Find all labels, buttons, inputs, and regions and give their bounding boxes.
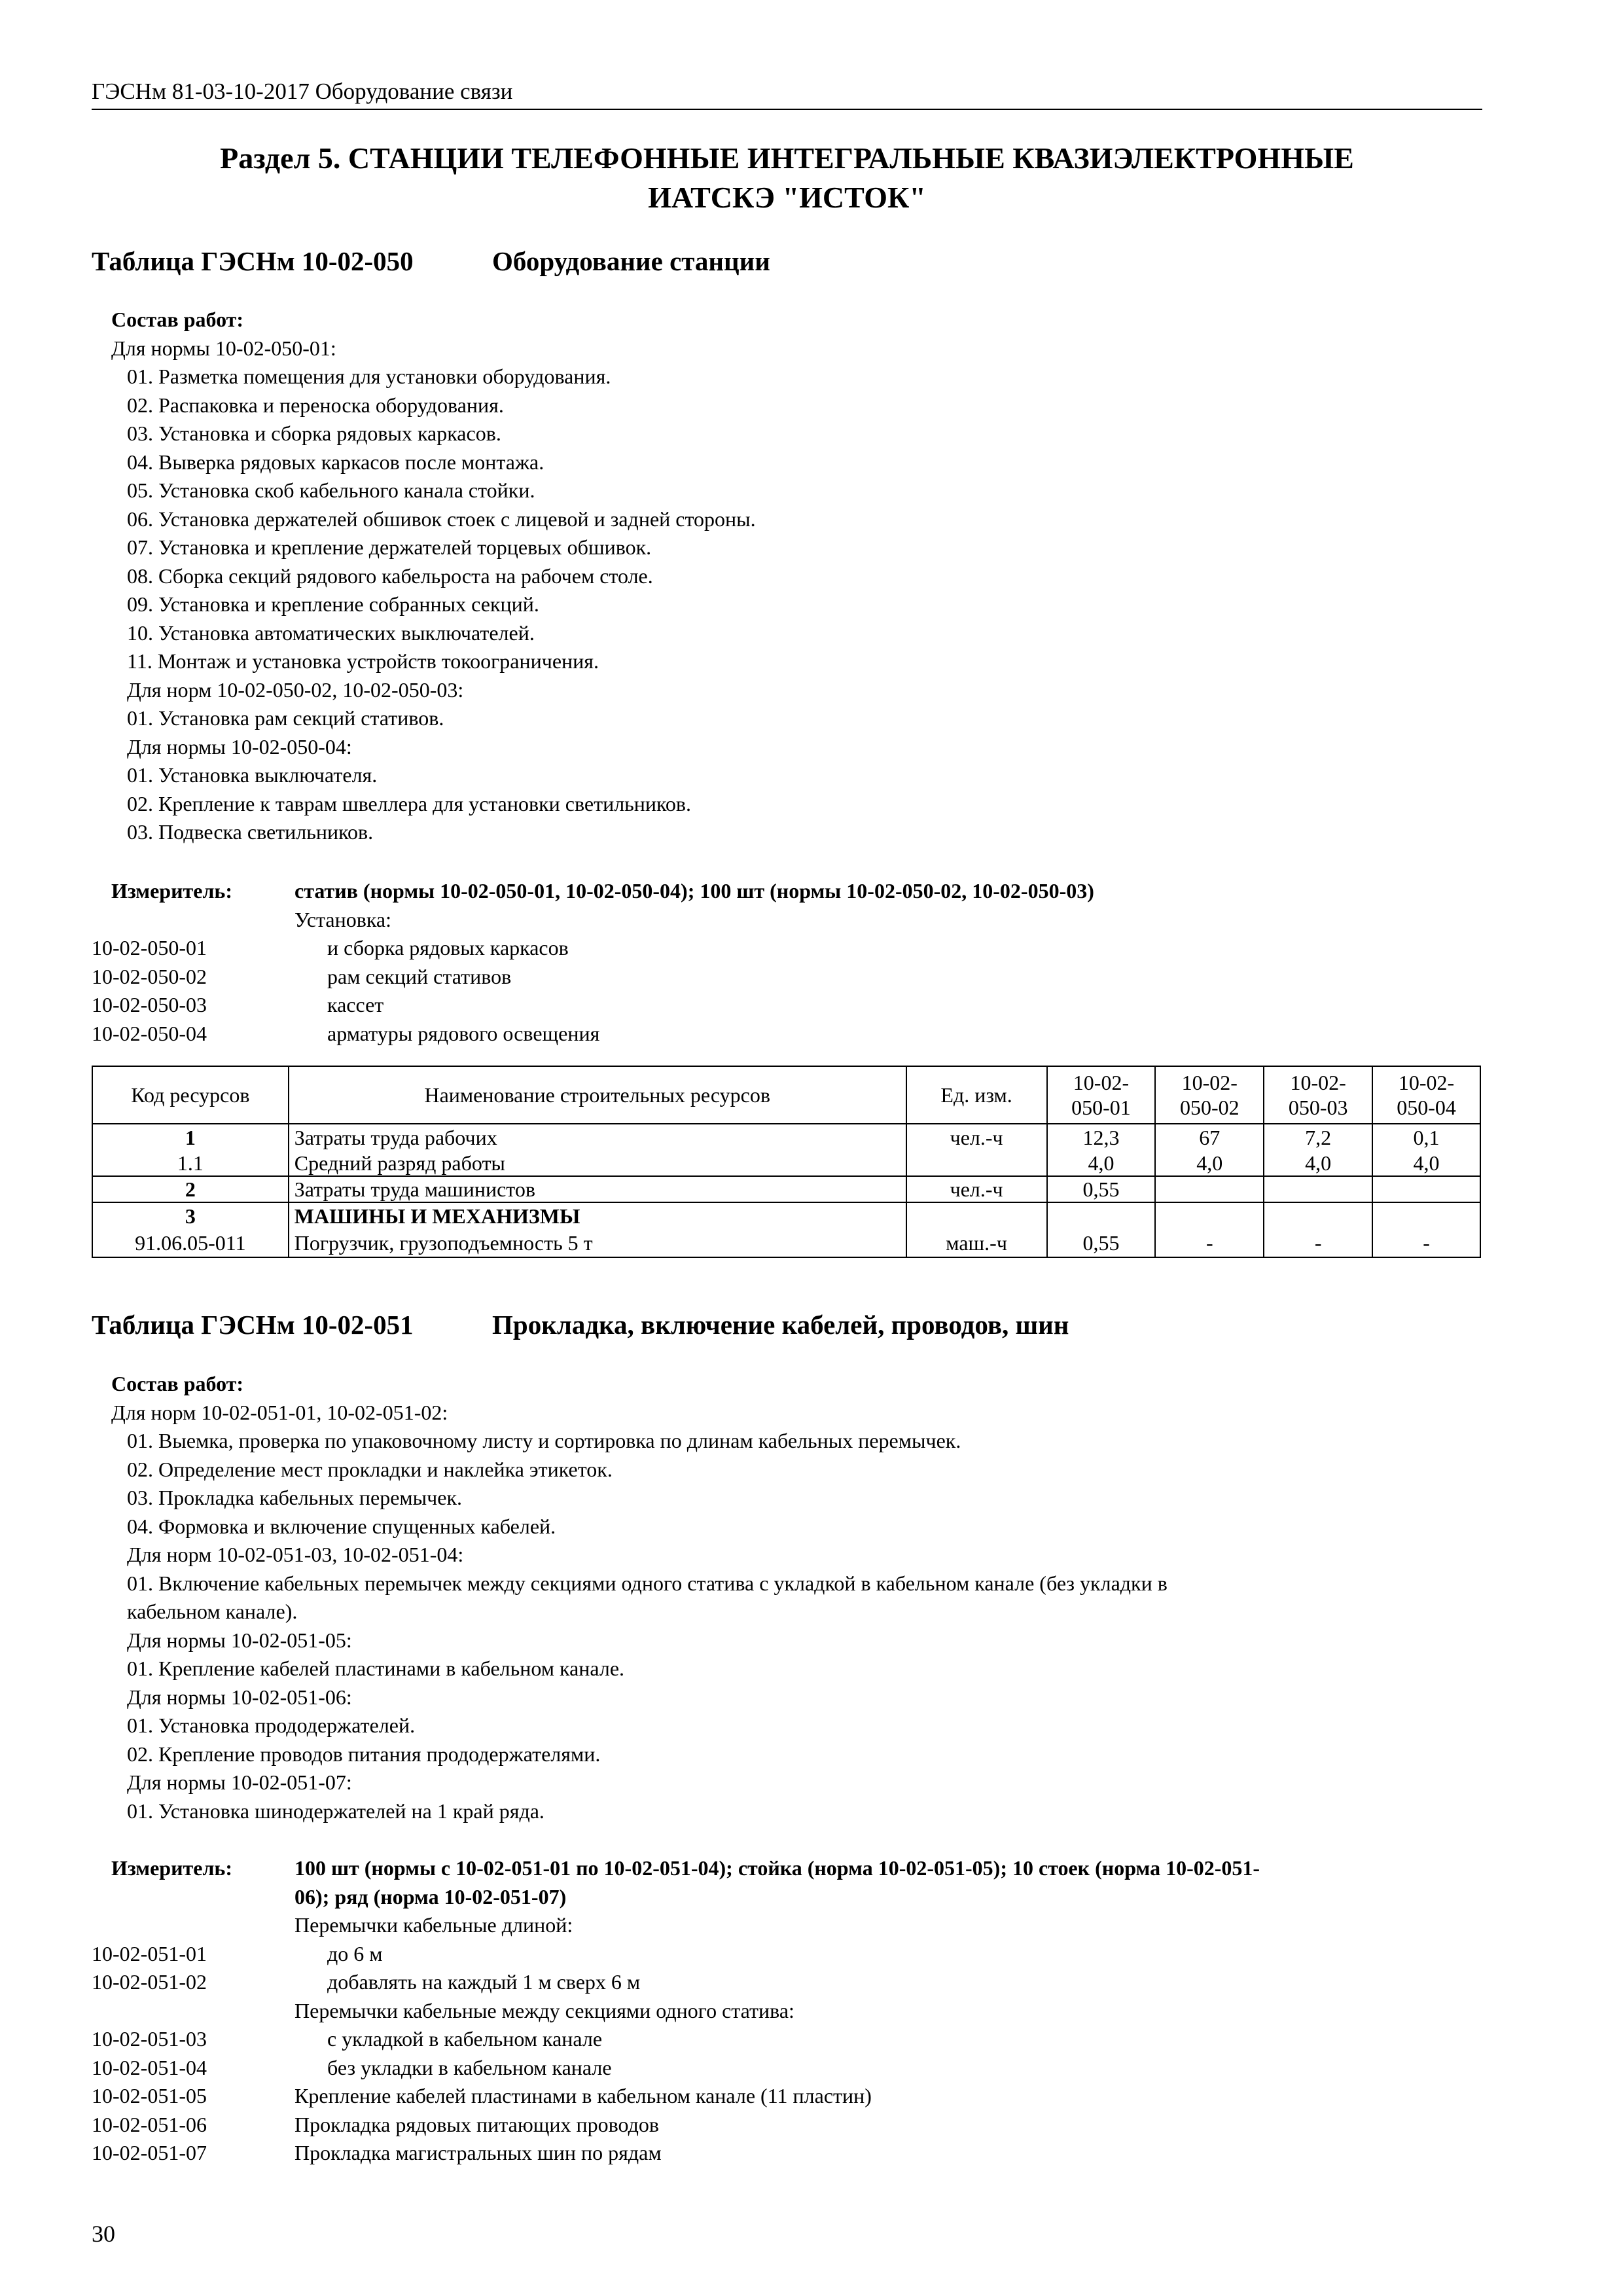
- norm-row: [92, 991, 1482, 1020]
- cell-value: 0,55: [1047, 1176, 1156, 1202]
- cell-name: Затраты труда рабочих: [289, 1124, 906, 1150]
- norm-row: [92, 1940, 1482, 1969]
- work-line: 03. Установка и сборка рядовых каркасов.: [127, 422, 501, 445]
- col-header-part: 10-02-: [1398, 1071, 1455, 1094]
- work-line: Для нормы 10-02-051-07:: [127, 1770, 352, 1794]
- work-line: 04. Формовка и включение спущенных кабелей.: [127, 1514, 556, 1538]
- section-title-line: Раздел 5. СТАНЦИИ ТЕЛЕФОННЫЕ ИНТЕГРАЛЬНЫЕ КВАЗИЭЛЕКТРОННЫЕ: [220, 141, 1354, 175]
- cell-name: МАШИНЫ И МЕХАНИЗМЫ: [289, 1202, 906, 1229]
- norm-text: Прокладка магистральных шин по рядам: [294, 2141, 662, 2164]
- page-number: 30: [92, 2221, 115, 2247]
- work-line: Для норм 10-02-051-03, 10-02-051-04:: [127, 1543, 464, 1566]
- cell-value: [1264, 1202, 1372, 1229]
- col-header-part: 050-04: [1397, 1096, 1456, 1119]
- cell-name: Средний разряд работы: [289, 1150, 906, 1176]
- table-name: Оборудование станции: [492, 246, 770, 276]
- cell-name: Погрузчик, грузоподъемность 5 т: [289, 1229, 906, 1257]
- norm-row: [92, 2082, 1482, 2111]
- norm-code: 10-02-051-04: [92, 2055, 207, 2079]
- col-header-part: 050-02: [1179, 1096, 1240, 1119]
- work-line: Для нормы 10-02-051-06:: [127, 1685, 352, 1709]
- cell-value: [1155, 1176, 1264, 1202]
- cell-unit: [906, 1202, 1047, 1229]
- cell-value: [1155, 1202, 1264, 1229]
- work-line: Для норм 10-02-051-01, 10-02-051-02:: [111, 1400, 448, 1424]
- table-row: [92, 1202, 1480, 1229]
- norm-row: [92, 2054, 1482, 2083]
- measure-text: статив (нормы 10-02-050-01, 10-02-050-04); 100 шт (нормы 10-02-050-02, 10-02-050-03): [294, 879, 1094, 903]
- col-header-norm: [1155, 1066, 1264, 1124]
- cell-unit: маш.-ч: [906, 1229, 1047, 1257]
- norm-row: [92, 934, 1482, 963]
- work-line: 10. Установка автоматических выключателей.: [127, 620, 535, 645]
- measure-text: 100 шт (нормы с 10-02-051-01 по 10-02-051-04); стойка (норма 10-02-051-05); 10 стоек (норма 10-02-051-: [294, 1856, 1260, 1880]
- table-name: Прокладка, включение кабелей, проводов, шин: [492, 1310, 1069, 1340]
- work-label: Состав работ:: [111, 308, 244, 331]
- norm-text: и сборка рядовых каркасов: [327, 936, 569, 960]
- norm-text: Крепление кабелей пластинами в кабельном канале (11 пластин): [294, 2084, 872, 2108]
- cell-value: 4,0: [1155, 1150, 1264, 1176]
- cell-value: [1047, 1202, 1156, 1229]
- cell-value: 4,0: [1264, 1150, 1372, 1176]
- col-header-norm: [1372, 1066, 1480, 1124]
- work-line: кабельном канале).: [127, 1600, 298, 1623]
- cell-value: 67: [1155, 1124, 1264, 1150]
- cell-value: 0,55: [1047, 1229, 1156, 1257]
- cell-code: 2: [92, 1176, 289, 1202]
- norm-row: [92, 963, 1482, 992]
- table-row: [92, 1124, 1480, 1150]
- work-line: 02. Крепление проводов питания прододержателями.: [127, 1742, 601, 1766]
- norm-row: [92, 2025, 1482, 2054]
- col-header-part: 10-02-: [1290, 1071, 1346, 1094]
- work-line: 07. Установка и крепление держателей торцевых обшивок.: [127, 535, 652, 559]
- work-line: 01. Установка шинодержателей на 1 край ряда.: [127, 1799, 544, 1823]
- norm-text: рам секций стативов: [327, 964, 512, 988]
- resources-table: [92, 1066, 1481, 1258]
- work-line: Для нормы 10-02-050-04:: [127, 734, 352, 759]
- work-composition-051: [92, 1370, 1482, 1825]
- work-composition-050: [92, 306, 1482, 847]
- work-line: 01. Установка рам секций стативов.: [127, 706, 444, 730]
- table-header-row: [92, 1066, 1480, 1124]
- cell-value: -: [1155, 1229, 1264, 1257]
- work-line: 02. Определение мест прокладки и наклейка этикеток.: [127, 1457, 613, 1481]
- table-051-title: [92, 1308, 1069, 1342]
- table-row: [92, 1150, 1480, 1176]
- cell-value: 4,0: [1372, 1150, 1480, 1176]
- table-code: Таблица ГЭСНм 10-02-051: [92, 1310, 414, 1340]
- norm-code: 10-02-051-05: [92, 2084, 207, 2108]
- norm-code: 10-02-051-06: [92, 2112, 207, 2136]
- work-line: 01. Выемка, проверка по упаковочному листу и сортировка по длинам кабельных перемычек.: [127, 1429, 961, 1452]
- table-row: [92, 1176, 1480, 1202]
- work-line: 05. Установка скоб кабельного канала стойки.: [127, 478, 535, 502]
- norm-code: 10-02-050-04: [92, 1021, 207, 1045]
- cell-unit: [906, 1150, 1047, 1176]
- running-header: ГЭСНм 81-03-10-2017 Оборудование связи: [92, 77, 1482, 110]
- table-050-title: [92, 244, 770, 278]
- norm-text: без укладки в кабельном канале: [327, 2055, 612, 2079]
- cell-value: [1264, 1176, 1372, 1202]
- work-line: 03. Подвеска светильников.: [127, 820, 374, 844]
- cell-value: 4,0: [1047, 1150, 1156, 1176]
- work-line: 04. Выверка рядовых каркасов после монтажа.: [127, 450, 544, 474]
- measure-block-050: [92, 877, 1482, 1048]
- work-line: 01. Установка выключателя.: [127, 763, 378, 787]
- norm-code: 10-02-051-02: [92, 1970, 207, 1994]
- cell-value: 7,2: [1264, 1124, 1372, 1150]
- cell-code: 1.1: [92, 1150, 289, 1176]
- norm-row: [92, 2111, 1482, 2140]
- norm-code: 10-02-051-01: [92, 1941, 207, 1965]
- norm-text: арматуры рядового освещения: [327, 1021, 600, 1045]
- measure-label: Измеритель:: [111, 1856, 232, 1880]
- cell-value: -: [1264, 1229, 1372, 1257]
- cell-value: 0,1: [1372, 1124, 1480, 1150]
- cell-name: Затраты труда машинистов: [289, 1176, 906, 1202]
- cell-value: [1372, 1202, 1480, 1229]
- section-title: [92, 139, 1482, 217]
- install-label: Установка:: [294, 907, 391, 931]
- section-title-line: ИАТСКЭ "ИСТОК": [648, 181, 926, 214]
- norm-code: 10-02-050-01: [92, 936, 207, 960]
- work-line: 03. Прокладка кабельных перемычек.: [127, 1486, 463, 1509]
- table-code: Таблица ГЭСНм 10-02-050: [92, 246, 414, 276]
- norm-text: до 6 м: [327, 1941, 383, 1965]
- norm-text: кассет: [327, 993, 384, 1016]
- norm-code: 10-02-051-03: [92, 2027, 207, 2051]
- norm-row: [92, 1020, 1482, 1049]
- cell-unit: чел.-ч: [906, 1176, 1047, 1202]
- measure-text: 06); ряд (норма 10-02-051-07): [294, 1884, 567, 1909]
- norm-row: [92, 2139, 1482, 2168]
- work-line: Для нормы 10-02-051-05:: [127, 1628, 352, 1652]
- cell-code: 1: [92, 1124, 289, 1150]
- cell-unit: чел.-ч: [906, 1124, 1047, 1150]
- col-header-unit: Ед. изм.: [906, 1066, 1047, 1124]
- work-line: 09. Установка и крепление собранных секций.: [127, 592, 539, 616]
- work-line: 02. Крепление к таврам швеллера для установки светильников.: [127, 791, 692, 816]
- table-row: [92, 1229, 1480, 1257]
- col-header-part: 050-01: [1071, 1096, 1131, 1119]
- norm-code: 10-02-051-07: [92, 2141, 207, 2164]
- work-line: 01. Крепление кабелей пластинами в кабельном канале.: [127, 1657, 625, 1680]
- cell-code: 91.06.05-011: [92, 1229, 289, 1257]
- cell-code: 3: [92, 1202, 289, 1229]
- work-line: 06. Установка держателей обшивок стоек с лицевой и задней стороны.: [127, 507, 756, 531]
- norm-text: Прокладка рядовых питающих проводов: [294, 2112, 659, 2136]
- measure-block-051: [92, 1854, 1482, 2168]
- cell-value: 12,3: [1047, 1124, 1156, 1150]
- group-label: Перемычки кабельные между секциями одного статива:: [294, 1998, 794, 2022]
- work-line: 02. Распаковка и переноска оборудования.: [127, 393, 504, 417]
- col-header-norm: [1264, 1066, 1372, 1124]
- col-header-part: 10-02-: [1073, 1071, 1130, 1094]
- norm-text: добавлять на каждый 1 м сверх 6 м: [327, 1970, 641, 1994]
- cell-value: -: [1372, 1229, 1480, 1257]
- col-header-name: Наименование строительных ресурсов: [289, 1066, 906, 1124]
- work-line: 08. Сборка секций рядового кабельроста на рабочем столе.: [127, 564, 653, 588]
- col-header-part: 10-02-: [1181, 1071, 1238, 1094]
- norm-row: [92, 1968, 1482, 1997]
- col-header-code: Код ресурсов: [92, 1066, 289, 1124]
- norm-code: 10-02-050-03: [92, 993, 207, 1016]
- work-line: 11. Монтаж и установка устройств токоограничения.: [127, 649, 599, 673]
- col-header-norm: [1047, 1066, 1156, 1124]
- work-line: 01. Включение кабельных перемычек между секциями одного статива с укладкой в кабельном канале (без укладки в: [127, 1571, 1168, 1595]
- cell-value: [1372, 1176, 1480, 1202]
- work-line: 01. Установка прододержателей.: [127, 1713, 416, 1737]
- work-line: 01. Разметка помещения для установки оборудования.: [127, 365, 611, 388]
- norm-text: с укладкой в кабельном канале: [327, 2027, 603, 2051]
- work-line: Для нормы 10-02-050-01:: [111, 336, 336, 360]
- measure-label: Измеритель:: [111, 879, 232, 903]
- group-label: Перемычки кабельные длиной:: [294, 1913, 573, 1937]
- work-label: Состав работ:: [111, 1372, 244, 1395]
- work-line: Для норм 10-02-050-02, 10-02-050-03:: [127, 677, 464, 702]
- norm-code: 10-02-050-02: [92, 964, 207, 988]
- col-header-part: 050-03: [1288, 1096, 1348, 1119]
